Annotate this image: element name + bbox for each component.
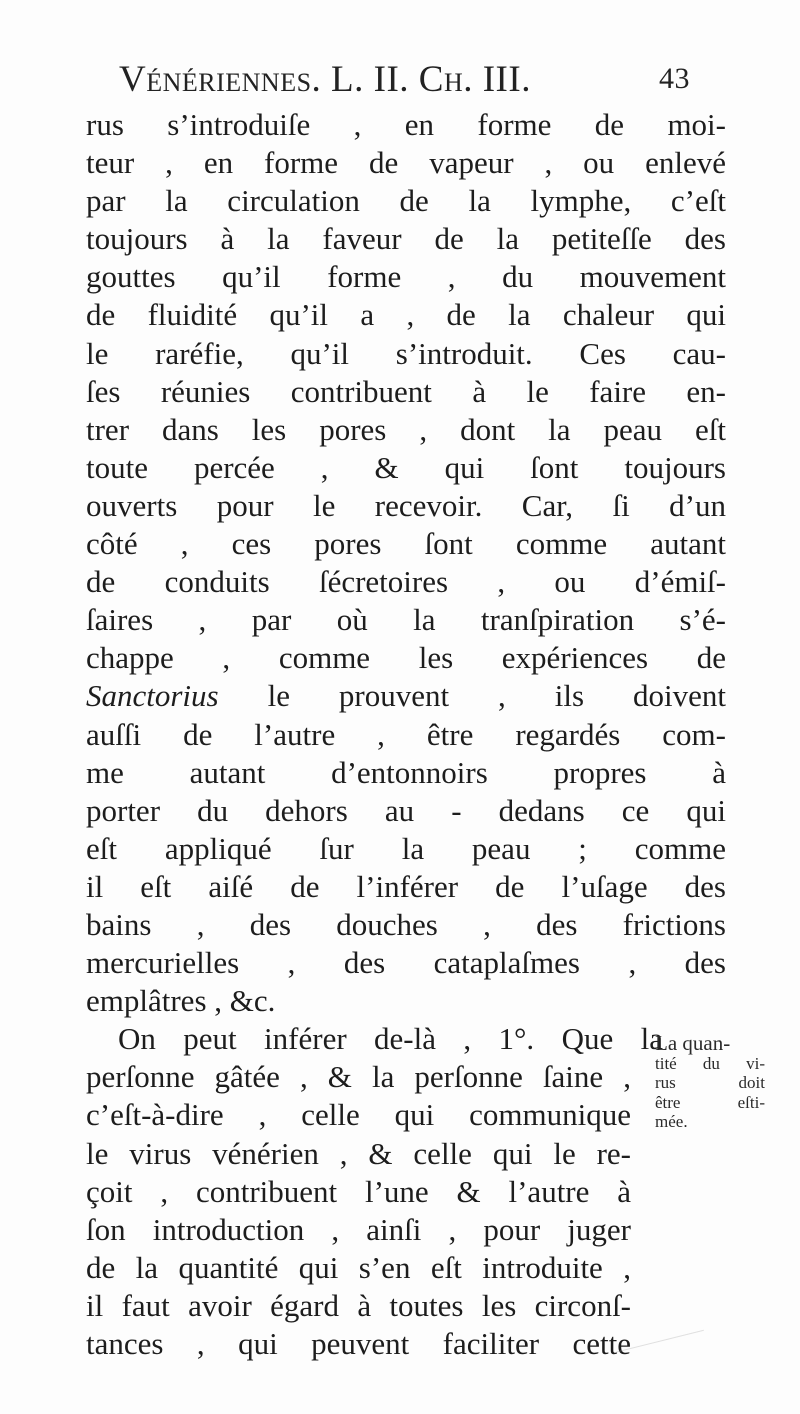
text-line: tances , qui peuvent faciliter cette (86, 1326, 631, 1361)
text-line: de la quantité qui s’en eſt introduite , (86, 1249, 631, 1285)
text-line: rus s’introduiſe , en forme de moi- (86, 107, 726, 142)
body-text (86, 106, 726, 1363)
text-line: ouverts pour le recevoir. Car, ſi d’un (86, 487, 726, 523)
margin-note-line: La quan- (655, 1031, 731, 1055)
text-line: emplâtres , &c. (86, 983, 276, 1019)
text-line: çoit , contribuent l’une & l’autre à (86, 1173, 631, 1209)
text-line: porter du dehors au - dedans ce qui (86, 792, 726, 828)
text-line: teur , en forme de vapeur , ou enlevé (86, 145, 726, 181)
margin-note-line: mée. (655, 1112, 688, 1131)
text-line: par la circulation de la lymphe, c’eſt (86, 183, 726, 219)
text-line: perſonne gâtée , & la perſonne ſaine , (86, 1059, 631, 1095)
author-name: Sanctorius (86, 678, 219, 714)
text-line: toujours à la faveur de la petiteſſe des (86, 221, 726, 257)
text-line: côté , ces pores ſont comme autant (86, 526, 726, 562)
text-line: ſon introduction , ainſi , pour juger (86, 1211, 631, 1247)
text-line: de fluidité qu’il a , de la chaleur qui (86, 297, 726, 333)
text-line: trer dans les pores , dont la peau eſt (86, 411, 726, 447)
text-line: bains , des douches , des frictions (86, 906, 726, 942)
page-number: 43 (659, 62, 690, 95)
margin-note-line: être eſti- (655, 1092, 765, 1112)
margin-note-line: rus doit (655, 1073, 765, 1092)
text-line: auſſi de l’autre , être regardés com- (86, 716, 726, 752)
text-line: toute percée , & qui ſont toujours (86, 449, 726, 485)
running-head (119, 58, 690, 102)
text-line: le raréfie, qu’il s’introduit. Ces cau- (86, 335, 726, 371)
text-line: On peut inférer de-là , 1°. Que la (118, 1021, 663, 1057)
text-line: il faut avoir égard à toutes les circonſ- (86, 1287, 631, 1323)
text-line: ſaires , par où la tranſpiration s’é- (86, 602, 726, 638)
text-line: eſt appliqué ſur la peau ; comme (86, 830, 726, 866)
text-line: c’eſt-à-dire , celle qui communique (86, 1097, 631, 1133)
running-head-title: Vénériennes. L. II. Ch. III. (119, 59, 531, 100)
text-line: le virus vénérien , & celle qui le re- (86, 1135, 631, 1171)
text-line-sanctorius: Sanctorius le prouvent , ils doivent (86, 678, 726, 714)
text-line: il eſt aiſé de l’inférer de l’uſage des (86, 868, 726, 904)
margin-note-line: tité du vi- (655, 1053, 765, 1073)
text-line: de conduits ſécretoires , ou d’émiſ- (86, 564, 726, 600)
margin-note (655, 1031, 765, 1132)
text-line: gouttes qu’il forme , du mouvement (86, 259, 726, 295)
text-line: me autant d’entonnoirs propres à (86, 754, 726, 790)
text-line: mercurielles , des cataplaſmes , des (86, 945, 726, 981)
text-line: ſes réunies contribuent à le faire en- (86, 373, 726, 409)
text-line: chappe , comme les expériences de (86, 640, 726, 676)
